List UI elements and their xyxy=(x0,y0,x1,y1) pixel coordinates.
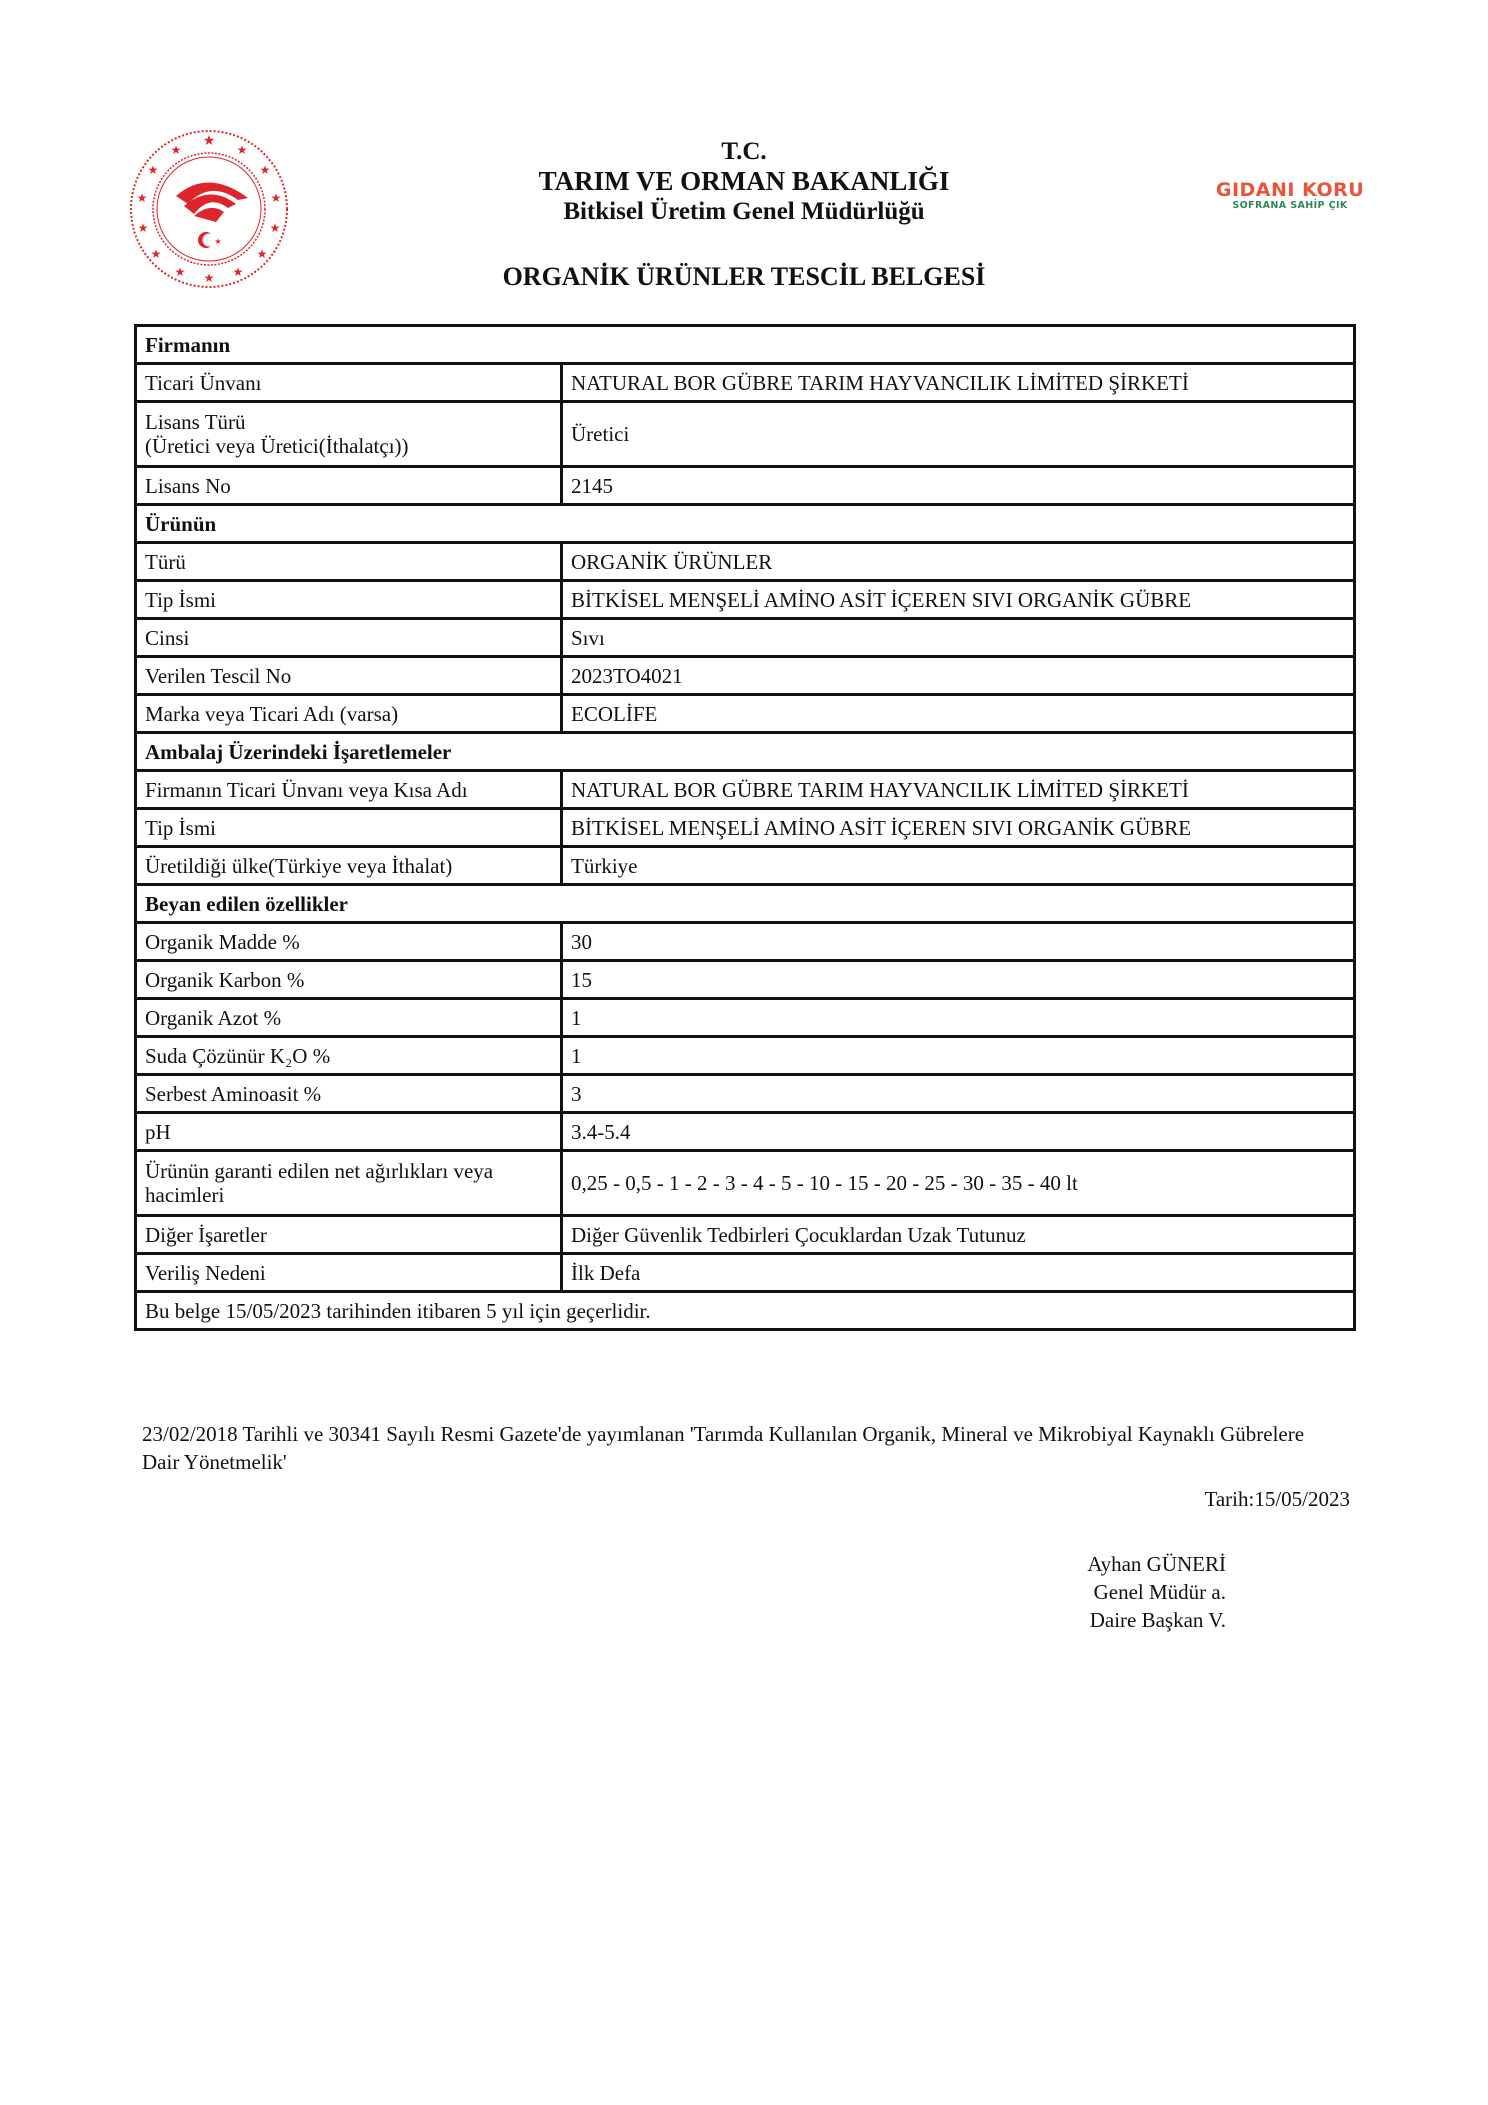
table-row xyxy=(136,467,1355,505)
brand-logo-line2: SOFRANA SAHİP ÇIK xyxy=(1232,200,1348,211)
svg-text:★: ★ xyxy=(259,163,271,177)
svg-text:★: ★ xyxy=(137,221,149,235)
table-row xyxy=(136,543,1355,581)
section-title: Beyan edilen özellikler xyxy=(136,885,1355,923)
row-value: 15 xyxy=(562,961,1355,999)
row-label: Verilen Tescil No xyxy=(136,657,562,695)
svg-text:★: ★ xyxy=(202,134,216,149)
row-label: Organik Azot % xyxy=(136,999,562,1037)
section-header-declared-properties xyxy=(136,885,1355,923)
row-value: BİTKİSEL MENŞELİ AMİNO ASİT İÇEREN SIVI ORGANİK GÜBRE xyxy=(562,581,1355,619)
svg-text:★: ★ xyxy=(269,221,281,235)
row-label: Cinsi xyxy=(136,619,562,657)
row-label: Organik Madde % xyxy=(136,923,562,961)
row-value: 0,25 - 0,5 - 1 - 2 - 3 - 4 - 5 - 10 - 15 - 20 - 25 - 30 - 35 - 40 lt xyxy=(562,1151,1355,1216)
row-value: BİTKİSEL MENŞELİ AMİNO ASİT İÇEREN SIVI ORGANİK GÜBRE xyxy=(562,809,1355,847)
validity-row xyxy=(136,1292,1355,1330)
row-value: 3.4-5.4 xyxy=(562,1113,1355,1151)
row-label: Marka veya Ticari Adı (varsa) xyxy=(136,695,562,733)
row-label xyxy=(136,402,562,467)
signatory-title-2: Daire Başkan V. xyxy=(1089,1608,1226,1632)
row-value: İlk Defa xyxy=(562,1254,1355,1292)
table-row xyxy=(136,1037,1355,1075)
row-label: Veriliş Nedeni xyxy=(136,1254,562,1292)
signature-block xyxy=(1000,1550,1226,1634)
row-label: Ticari Ünvanı xyxy=(136,364,562,402)
row-value: Üretici xyxy=(562,402,1355,467)
document-title: ORGANİK ÜRÜNLER TESCİL BELGESİ xyxy=(502,262,986,291)
svg-text:★: ★ xyxy=(256,247,268,261)
row-label-line2: (Üretici veya Üretici(İthalatçı)) xyxy=(145,434,409,458)
section-header-product xyxy=(136,505,1355,543)
row-value: 30 xyxy=(562,923,1355,961)
certificate-table xyxy=(134,324,1356,1331)
section-header-firm xyxy=(136,326,1355,364)
row-label: pH xyxy=(136,1113,562,1151)
table-row xyxy=(136,581,1355,619)
table-row xyxy=(136,1113,1355,1151)
row-label-line1: Lisans Türü xyxy=(145,410,246,434)
row-value: ORGANİK ÜRÜNLER xyxy=(562,543,1355,581)
row-label: Lisans No xyxy=(136,467,562,505)
section-title: Firmanın xyxy=(136,326,1355,364)
table-row xyxy=(136,1151,1355,1216)
table-row xyxy=(136,695,1355,733)
row-value: 2145 xyxy=(562,467,1355,505)
svg-text:★: ★ xyxy=(236,143,248,157)
table-row xyxy=(136,771,1355,809)
row-value: 3 xyxy=(562,1075,1355,1113)
table-row xyxy=(136,809,1355,847)
header-department: Bitkisel Üretim Genel Müdürlüğü xyxy=(563,198,925,225)
table-row xyxy=(136,1075,1355,1113)
signatory-title-1: Genel Müdür a. xyxy=(1093,1580,1226,1604)
row-value: 1 xyxy=(562,999,1355,1037)
row-label: Firmanın Ticari Ünvanı veya Kısa Adı xyxy=(136,771,562,809)
table-row xyxy=(136,619,1355,657)
svg-text:★: ★ xyxy=(174,265,186,279)
brand-logo-line1: GIDANI KORU xyxy=(1215,179,1365,201)
svg-text:★: ★ xyxy=(214,237,222,246)
row-value: ECOLİFE xyxy=(562,695,1355,733)
section-header-packaging xyxy=(136,733,1355,771)
svg-text:★: ★ xyxy=(270,191,282,205)
table-row xyxy=(136,364,1355,402)
table-row xyxy=(136,1254,1355,1292)
row-label: Ürünün garanti edilen net ağırlıkları veya hacimleri xyxy=(136,1151,562,1216)
row-label: Üretildiği ülke(Türkiye veya İthalat) xyxy=(136,847,562,885)
svg-text:★: ★ xyxy=(136,191,148,205)
row-value: NATURAL BOR GÜBRE TARIM HAYVANCILIK LİMİTED ŞİRKETİ xyxy=(562,771,1355,809)
row-label: Tip İsmi xyxy=(136,809,562,847)
header-tc: T.C. xyxy=(721,138,767,165)
svg-text:★: ★ xyxy=(147,163,159,177)
row-label: Türü xyxy=(136,543,562,581)
table-row xyxy=(136,1216,1355,1254)
table-row xyxy=(136,657,1355,695)
svg-text:★: ★ xyxy=(150,247,162,261)
row-value: Sıvı xyxy=(562,619,1355,657)
row-label: Serbest Aminoasit % xyxy=(136,1075,562,1113)
row-label: Tip İsmi xyxy=(136,581,562,619)
row-label: Suda Çözünür K₂O % xyxy=(136,1037,562,1075)
row-value: 2023TO4021 xyxy=(562,657,1355,695)
section-title: Ambalaj Üzerindeki İşaretlemeler xyxy=(136,733,1355,771)
signatory-name: Ayhan GÜNERİ xyxy=(1087,1552,1226,1576)
table-row xyxy=(136,961,1355,999)
section-title: Ürünün xyxy=(136,505,1355,543)
row-label: Organik Karbon % xyxy=(136,961,562,999)
svg-text:★: ★ xyxy=(232,265,244,279)
table-row xyxy=(136,923,1355,961)
svg-text:★: ★ xyxy=(170,143,182,157)
issue-date: Tarih:15/05/2023 xyxy=(1204,1487,1350,1511)
table-row xyxy=(136,999,1355,1037)
table-row xyxy=(136,847,1355,885)
validity-text: Bu belge 15/05/2023 tarihinden itibaren 5 yıl için geçerlidir. xyxy=(136,1292,1355,1330)
row-value: 1 xyxy=(562,1037,1355,1075)
row-value: NATURAL BOR GÜBRE TARIM HAYVANCILIK LİMİTED ŞİRKETİ xyxy=(562,364,1355,402)
svg-text:★: ★ xyxy=(203,271,215,285)
regulation-note: 23/02/2018 Tarihli ve 30341 Sayılı Resmi Gazete'de yayımlanan 'Tarımda Kullanılan Organik, Mineral ve Mikrobiyal Kaynaklı Gübrelere Dair Yönetmelik' xyxy=(142,1422,1305,1474)
table-row xyxy=(136,402,1355,467)
row-value: Diğer Güvenlik Tedbirleri Çocuklardan Uzak Tutunuz xyxy=(562,1216,1355,1254)
row-value: Türkiye xyxy=(562,847,1355,885)
header-ministry: TARIM VE ORMAN BAKANLIĞI xyxy=(538,166,950,196)
row-label: Diğer İşaretler xyxy=(136,1216,562,1254)
